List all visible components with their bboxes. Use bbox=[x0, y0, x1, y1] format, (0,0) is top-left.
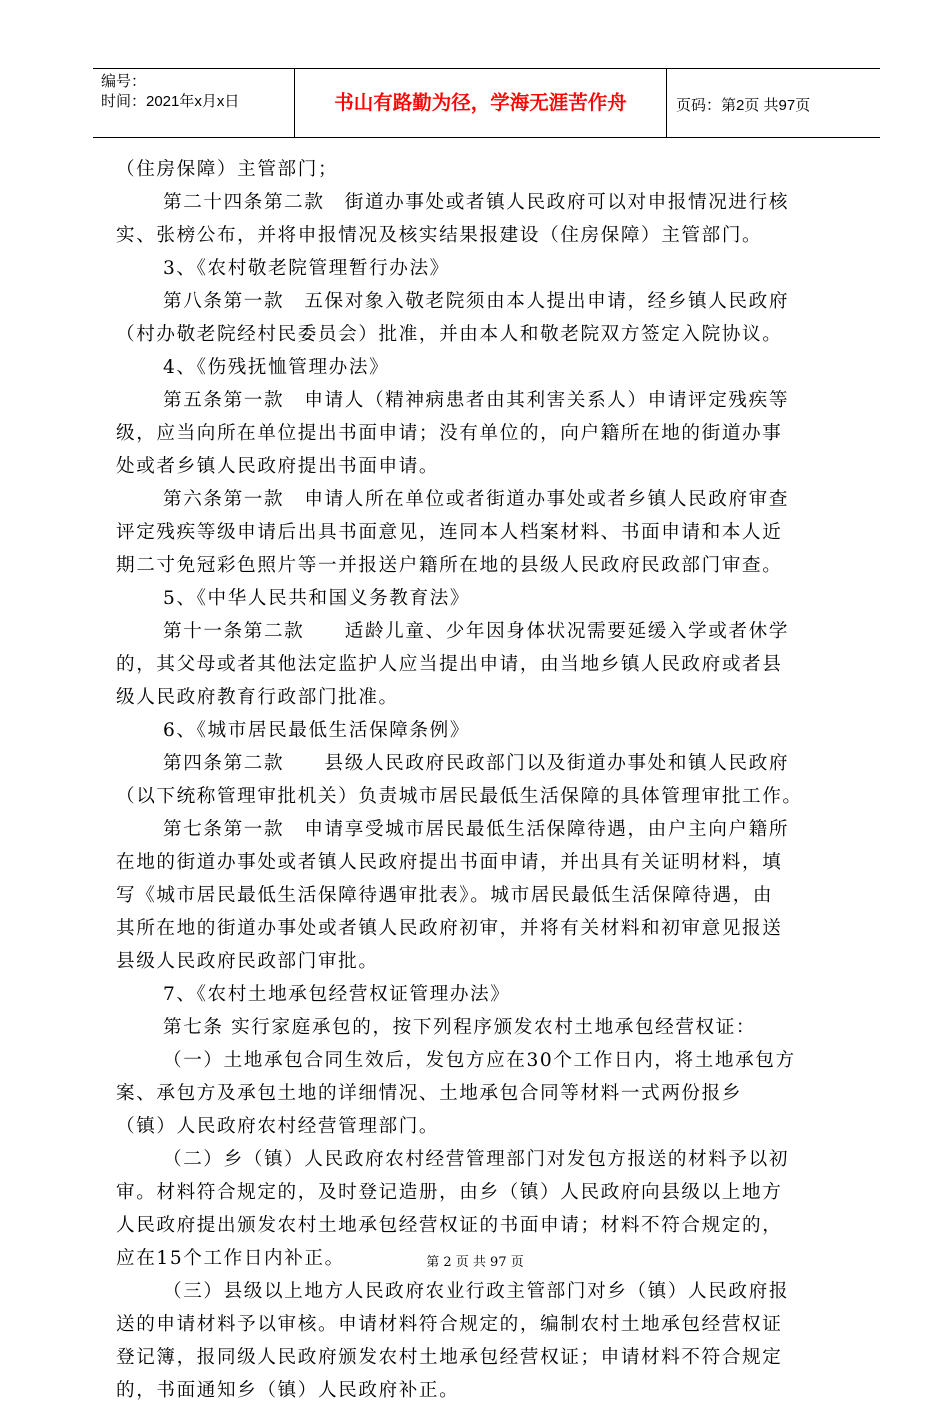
body-line: 县级人民政府民政部门审批。 bbox=[116, 951, 379, 972]
body-line: （镇）人民政府农村经营管理部门。 bbox=[116, 1116, 440, 1137]
serial-label: 编号： bbox=[101, 73, 147, 90]
body-line: （二）乡（镇）人民政府农村经营管理部门对发包方报送的材料予以初 bbox=[163, 1149, 790, 1170]
body-line: 级，应当向所在单位提出书面申请；没有单位的，向户籍所在地的街道办事 bbox=[116, 423, 783, 444]
body-line: 第四条第二款 县级人民政府民政部门以及街道办事处和镇人民政府 bbox=[163, 753, 790, 774]
page-header bbox=[93, 68, 880, 138]
body-line: 登记簿，报同级人民政府颁发农村土地承包经营权证；申请材料不符合规定 bbox=[116, 1347, 783, 1368]
section-heading: 6、《城市居民最低生活保障条例》 bbox=[163, 720, 471, 741]
page-info: 页码：第2页 共97页 bbox=[676, 97, 811, 114]
body-line: （三）县级以上地方人民政府农业行政主管部门对乡（镇）人民政府报 bbox=[163, 1281, 790, 1302]
header-meta-cell bbox=[93, 69, 293, 137]
section-heading: 4、《伤残抚恤管理办法》 bbox=[163, 357, 390, 378]
body-line: 审。材料符合规定的，及时登记造册，由乡（镇）人民政府向县级以上地方 bbox=[116, 1182, 783, 1203]
header-slogan-cell bbox=[294, 69, 667, 137]
body-line: 的，书面通知乡（镇）人民政府补正。 bbox=[116, 1380, 460, 1401]
document-body bbox=[116, 153, 858, 1407]
body-line: 实、张榜公布，并将申报情况及核实结果报建设（住房保障）主管部门。 bbox=[116, 225, 763, 246]
body-line: 第二十四条第二款 街道办事处或者镇人民政府可以对申报情况进行核 bbox=[163, 192, 790, 213]
body-line: 案、承包方及承包土地的详细情况、土地承包合同等材料一式两份报乡 bbox=[116, 1083, 743, 1104]
body-line: 写《城市居民最低生活保障待遇审批表》。城市居民最低生活保障待遇，由 bbox=[116, 885, 774, 906]
body-line: （村办敬老院经村民委员会）批准，并由本人和敬老院双方签定入院协议。 bbox=[116, 324, 783, 345]
body-line: 在地的街道办事处或者镇人民政府提出书面申请，并出具有关证明材料，填 bbox=[116, 852, 783, 873]
body-line: 评定残疾等级申请后出具书面意见，连同本人档案材料、书面申请和本人近 bbox=[116, 522, 783, 543]
body-line: 第七条第一款 申请享受城市居民最低生活保障待遇，由户主向户籍所 bbox=[163, 819, 790, 840]
body-line: 期二寸免冠彩色照片等一并报送户籍所在地的县级人民政府民政部门审查。 bbox=[116, 555, 783, 576]
body-line: （住房保障）主管部门； bbox=[116, 159, 339, 180]
section-heading: 3、《农村敬老院管理暂行办法》 bbox=[163, 258, 450, 279]
time-label: 时间：2021年x月x日 bbox=[101, 93, 240, 110]
section-heading: 5、《中华人民共和国义务教育法》 bbox=[163, 588, 471, 609]
body-line: （以下统称管理审批机关）负责城市居民最低生活保障的具体管理审批工作。 bbox=[116, 786, 803, 807]
body-line: 第八条第一款 五保对象入敬老院须由本人提出申请，经乡镇人民政府 bbox=[163, 291, 790, 312]
body-line: 第七条 实行家庭承包的，按下列程序颁发农村土地承包经营权证： bbox=[163, 1017, 757, 1038]
body-line: 的，其父母或者其他法定监护人应当提出申请，由当地乡镇人民政府或者县 bbox=[116, 654, 783, 675]
body-line: 应在15个工作日内补正。 bbox=[116, 1248, 345, 1269]
body-line: （一）土地承包合同生效后，发包方应在30个工作日内，将土地承包方 bbox=[163, 1050, 796, 1071]
page-footer: 第 2 页 共 97 页 bbox=[426, 1255, 524, 1270]
body-line: 第五条第一款 申请人（精神病患者由其利害关系人）申请评定残疾等 bbox=[163, 390, 790, 411]
body-line: 其所在地的街道办事处或者镇人民政府初审，并将有关材料和初审意见报送 bbox=[116, 918, 783, 939]
body-line: 级人民政府教育行政部门批准。 bbox=[116, 687, 399, 708]
section-heading: 7、《农村土地承包经营权证管理办法》 bbox=[163, 984, 511, 1005]
body-line: 第十一条第二款 适龄儿童、少年因身体状况需要延缓入学或者休学 bbox=[163, 621, 790, 642]
body-line: 送的申请材料予以审核。申请材料符合规定的，编制农村土地承包经营权证 bbox=[116, 1314, 783, 1335]
slogan: 书山有路勤为径，学海无涯苦作舟 bbox=[334, 92, 627, 114]
body-line: 人民政府提出颁发农村土地承包经营权证的书面申请；材料不符合规定的， bbox=[116, 1215, 783, 1236]
body-line: 处或者乡镇人民政府提出书面申请。 bbox=[116, 456, 440, 477]
body-line: 第六条第一款 申请人所在单位或者街道办事处或者乡镇人民政府审查 bbox=[163, 489, 790, 510]
header-page-cell bbox=[666, 69, 880, 137]
